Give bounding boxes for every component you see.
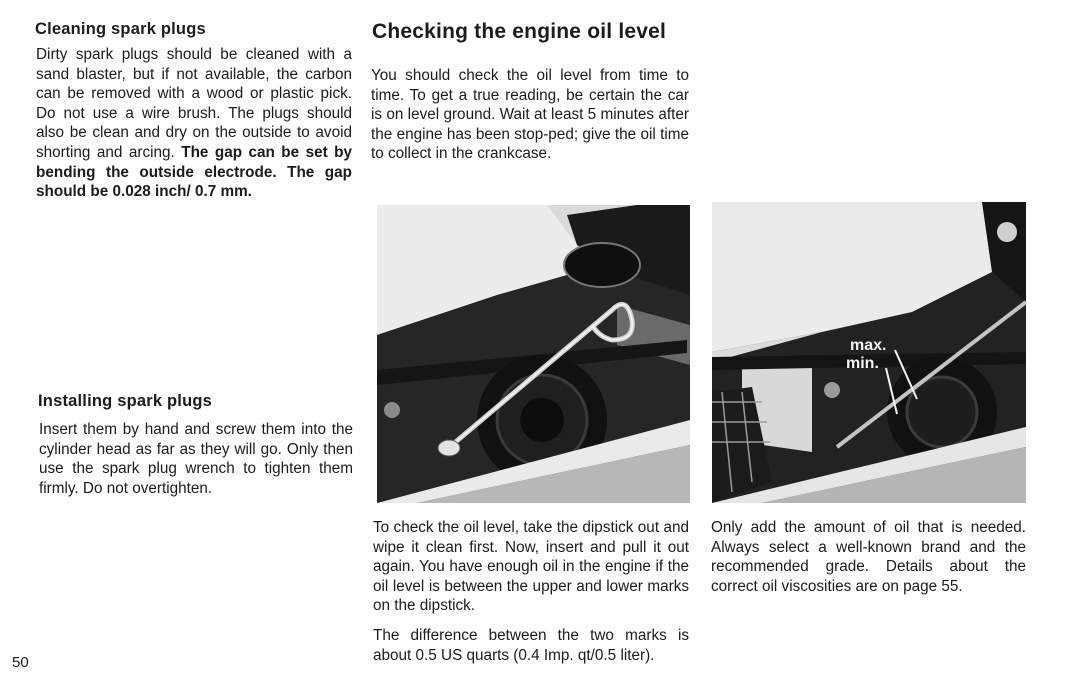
marks-difference-text: The difference between the two marks is about 0.5 US quarts (0.4 Imp. qt/0.5 liter). <box>373 627 689 664</box>
dipstick-marks-photo <box>712 202 1026 503</box>
dipstick-caption: To check the oil level, take the dipstick out and wipe it clean first. Now, insert and pull it out again. You have enough oil in the engine if the oil level is between the upper and lower marks on the dipstick. <box>373 519 689 615</box>
page-title: Checking the engine oil level <box>372 20 667 43</box>
max-mark-label: max. <box>850 337 887 354</box>
dipstick-photo <box>377 205 690 503</box>
cleaning-heading: Cleaning spark plugs <box>35 20 206 38</box>
dipstick-marks-illustration <box>712 202 1026 503</box>
installing-heading: Installing spark plugs <box>38 392 213 410</box>
installing-text: Insert them by hand and screw them into the cylinder head as far as they will go. Only then use the spark plug wrench to tighten them firmly. Do not overtighten. <box>39 421 353 497</box>
oil-grade-caption: Only add the amount of oil that is needed. Always select a well-known brand and the recommended grade. Details about the correct oil viscosities are on page 55. <box>711 519 1026 595</box>
page-number: 50 <box>12 654 29 671</box>
cleaning-body: Dirty spark plugs should be cleaned with a sand blaster, but if not available, the carbon can be removed with a wood or plastic pick. Do not use a wire brush. The plugs should also be clean and dry on the outside to avoid shorting and arcing. <box>36 46 352 161</box>
cleaning-gap-note: The gap can be set by bending the outside electrode. The gap should be 0.028 inch/ 0.7 mm. <box>36 143 353 201</box>
intro-text: You should check the oil level from time to time. To get a true reading, be certain the car is on level ground. Wait at least 5 minutes after the engine has been stop-ped; give the oil time to collect in the crankcase. <box>371 67 689 163</box>
engine-dipstick-illustration <box>377 205 690 503</box>
cleaning-text <box>36 45 352 202</box>
min-mark-label: min. <box>846 355 879 372</box>
